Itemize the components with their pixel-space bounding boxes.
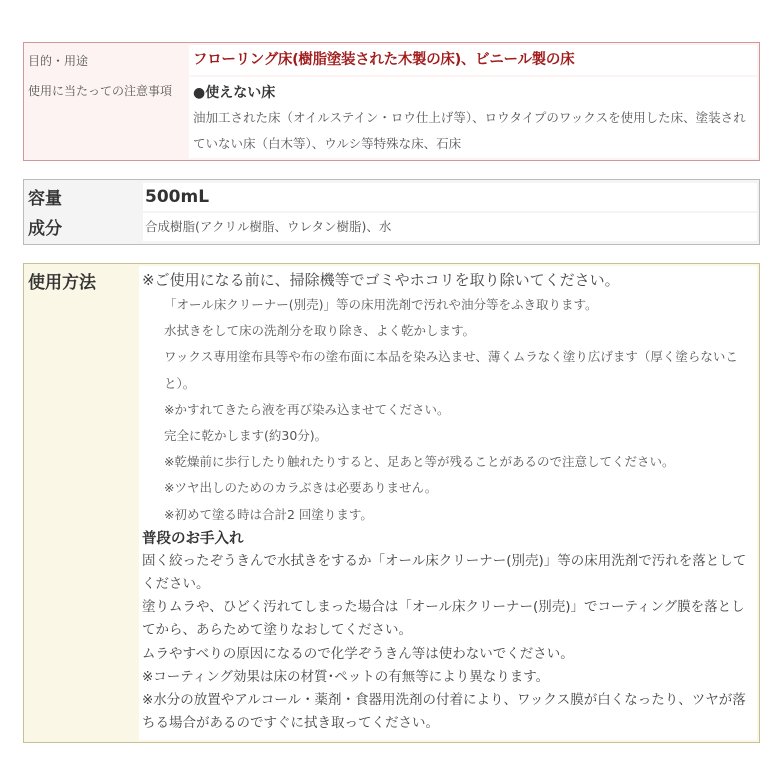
capacity-label: 容量 [28,189,62,209]
usage-value [139,266,757,740]
spec-table [23,179,760,245]
purpose-value: フローリング床(樹脂塗装された木製の床)、ビニール製の床 [189,45,757,75]
usage-step: 「オール床クリーナー(別売)」等の床用洗剤で汚れや油分等をふき取ります。 [164,297,598,312]
care-item: 固く絞ったぞうきんで水拭きをするか「オール床クリーナー(別売)」等の床用洗剤で汚れを落としてください。 [142,552,747,593]
usage-step: ワックス専用塗布具等や布の塗布面に本品を染み込ませ、薄くムラなく塗り広げます（厚く塗らないこと）。 [164,349,738,391]
caution-label: 使用に当たっての注意事項 [28,84,173,98]
usage-step: 水拭きをして床の洗剤分を取り除き、よく乾かします。 [164,323,476,339]
purpose-label: 目的・用途 [28,54,89,68]
caution-body: 油加工された床（オイルステイン・ロウ仕上げ等）、ロウタイプのワックスを使用した床、塗装されていない床（白木等）、ウルシ等特殊な床、石床 [193,110,746,151]
ingredients-label: 成分 [28,219,62,239]
care-heading: 普段のお手入れ [142,530,244,547]
usage-intro: ※ご使用になる前に、掃除機等でゴミやホコリを取り除いてください。 [142,271,620,289]
usage-step: ※ツヤ出しのためのカラぶきは必要ありません。 [164,480,438,496]
purpose-caution-table [23,42,760,161]
usage-step: ※初めて塗る時は合計2 回塗ります。 [164,506,373,522]
usage-step: ※かすれてきたら液を再び染み込ませてください。 [164,401,450,417]
care-item: ※コーティング効果は床の材質･ペットの有無等により異なります。 [142,668,550,685]
care-item: ※水分の放置やアルコール・薬剤・食器用洗剤の付着により、ワックス膜が白くなったり、ツヤが落ちる場合があるのですぐに拭き取ってください。 [142,692,746,732]
usage-label: 使用方法 [28,273,96,293]
usage-table [23,263,760,743]
ingredients-value: 合成樹脂(アクリル樹脂、ウレタン樹脂)、水 [143,213,757,241]
care-item: 塗りムラや、ひどく汚れてしまった場合は「オール床クリーナー(別売)」でコーティング膜を落としてから、あらためて塗りなおしてください。 [142,599,745,639]
care-list [142,550,757,736]
capacity-value: 500mL [143,183,757,211]
caution-heading: ●使えない床 [193,85,276,101]
care-item: ムラやすべりの原因になるので化学ぞうきん等は使わないでください。 [142,645,574,662]
usage-steps [142,292,757,528]
usage-step: 完全に乾かします(約30分)。 [164,428,328,444]
usage-step: ※乾燥前に歩行したり触れたりすると、足あと等が残ることがあるので注意してください。 [164,454,675,470]
caution-value [189,77,757,158]
